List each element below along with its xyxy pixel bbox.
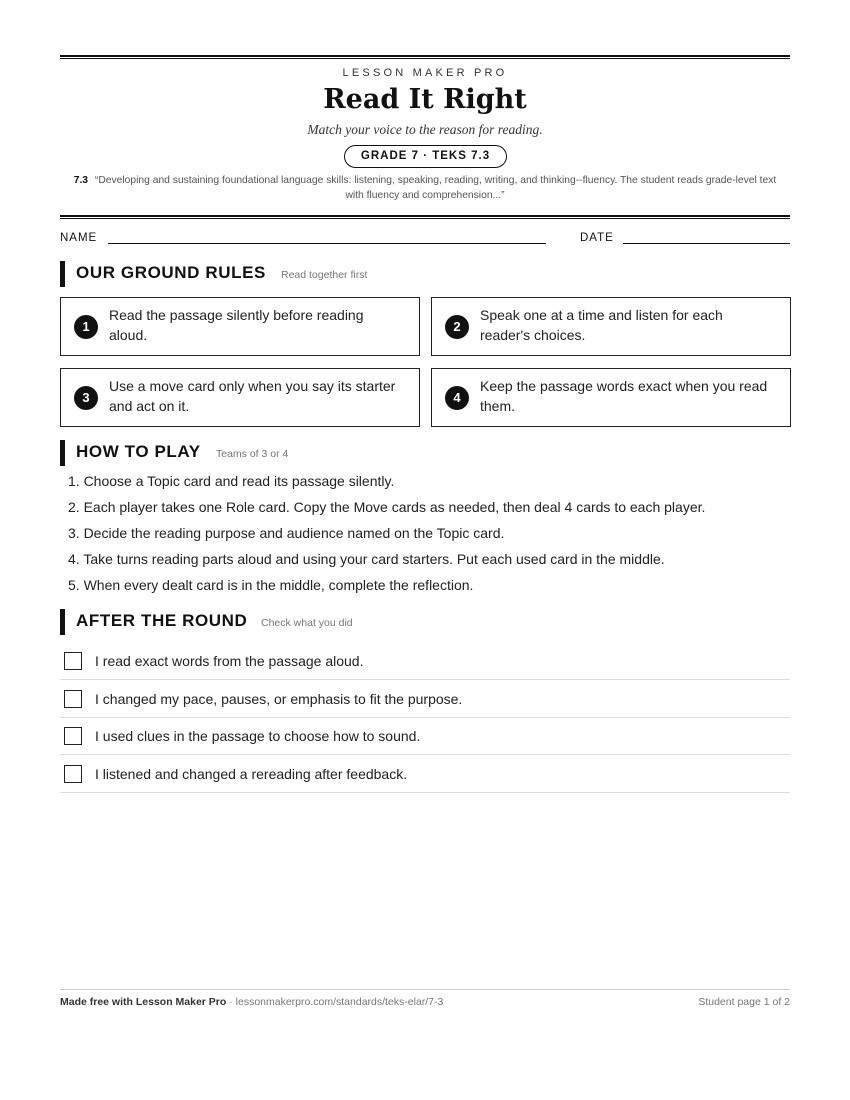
- rule-number-badge: 3: [74, 386, 98, 410]
- brand-name: LESSON MAKER PRO: [342, 67, 508, 79]
- ground-rule-card: [60, 368, 420, 427]
- section-title: AFTER THE ROUND: [76, 611, 248, 630]
- step-item: 1. Choose a Topic card and read its passage silently.: [68, 473, 395, 489]
- footer-rule: [60, 989, 790, 990]
- grade-badge: GRADE 7 · TEKS 7.3: [344, 145, 507, 168]
- section-title: OUR GROUND RULES: [76, 263, 266, 282]
- name-label: NAME: [60, 232, 98, 244]
- footer-made-with: Made free with Lesson Maker Pro: [60, 996, 227, 1008]
- section-accent-bar: [60, 440, 65, 466]
- reflection-checkbox[interactable]: [64, 727, 82, 745]
- step-item: 3. Decide the reading purpose and audience named on the Topic card.: [68, 525, 505, 541]
- reflection-text: I used clues in the passage to choose how to sound.: [95, 728, 421, 744]
- worksheet-page: [60, 0, 790, 1100]
- worksheet-title: Read It Right: [323, 84, 527, 115]
- rule-text: Keep the passage words exact when you read them.: [480, 378, 768, 414]
- after-round-heading: [60, 609, 460, 635]
- section-note: Check what you did: [261, 617, 353, 629]
- reflection-checkbox[interactable]: [64, 765, 82, 783]
- reflection-checkbox[interactable]: [64, 652, 82, 670]
- reflection-checkbox[interactable]: [64, 690, 82, 708]
- section-accent-bar: [60, 609, 65, 635]
- reflection-item: [60, 642, 790, 680]
- reflection-item: [60, 680, 790, 718]
- standard-code: 7.3: [73, 175, 89, 186]
- section-title: HOW TO PLAY: [76, 442, 201, 461]
- rule-number-badge: 1: [74, 315, 98, 339]
- how-to-play-heading: [60, 440, 460, 466]
- date-label: DATE: [580, 232, 614, 244]
- ground-rule-card: [60, 297, 420, 356]
- ground-rule-card: [431, 297, 791, 356]
- rule-text: Use a move card only when you say its starter and act on it.: [109, 378, 396, 414]
- standard-text: “Developing and sustaining foundational language skills: listening, speaking, reading, writing, and thinking--fluency. The student reads grade-level text with fluency and comprehension...”: [94, 175, 777, 201]
- worksheet-subtitle: Match your voice to the reason for reading.: [307, 122, 543, 137]
- name-field-line[interactable]: [108, 243, 546, 244]
- reflection-item: [60, 717, 790, 755]
- footer-credit: [60, 996, 443, 1008]
- rule-text: Read the passage silently before reading aloud.: [109, 307, 364, 343]
- footer-url[interactable]: · lessonmakerpro.com/standards/teks-elar/7-3: [226, 996, 444, 1008]
- section-accent-bar: [60, 261, 65, 287]
- date-field-line[interactable]: [623, 243, 790, 244]
- footer-page-number: Student page 1 of 2: [698, 996, 790, 1008]
- rule-number-badge: 2: [445, 315, 469, 339]
- section-note: Teams of 3 or 4: [216, 448, 289, 460]
- step-item: 4. Take turns reading parts aloud and using your card starters. Put each used card in the middle.: [68, 551, 665, 567]
- standard-description: [70, 173, 780, 203]
- section-note: Read together first: [281, 269, 368, 281]
- reflection-text: I read exact words from the passage aloud.: [95, 653, 364, 669]
- reflection-text: I changed my pace, pauses, or emphasis to fit the purpose.: [95, 691, 463, 707]
- ground-rules-heading: [60, 261, 460, 287]
- rule-text: Speak one at a time and listen for each reader's choices.: [480, 307, 723, 343]
- header-bottom-rule: [60, 215, 790, 219]
- step-item: 2. Each player takes one Role card. Copy the Move cards as needed, then deal 4 cards to each player.: [68, 499, 706, 515]
- how-to-play-steps: [68, 470, 788, 600]
- rule-number-badge: 4: [445, 386, 469, 410]
- step-item: 5. When every dealt card is in the middle, complete the reflection.: [68, 577, 474, 593]
- ground-rule-card: [431, 368, 791, 427]
- header-top-rule: [60, 55, 790, 59]
- reflection-item: [60, 755, 790, 793]
- reflection-text: I listened and changed a rereading after feedback.: [95, 766, 408, 782]
